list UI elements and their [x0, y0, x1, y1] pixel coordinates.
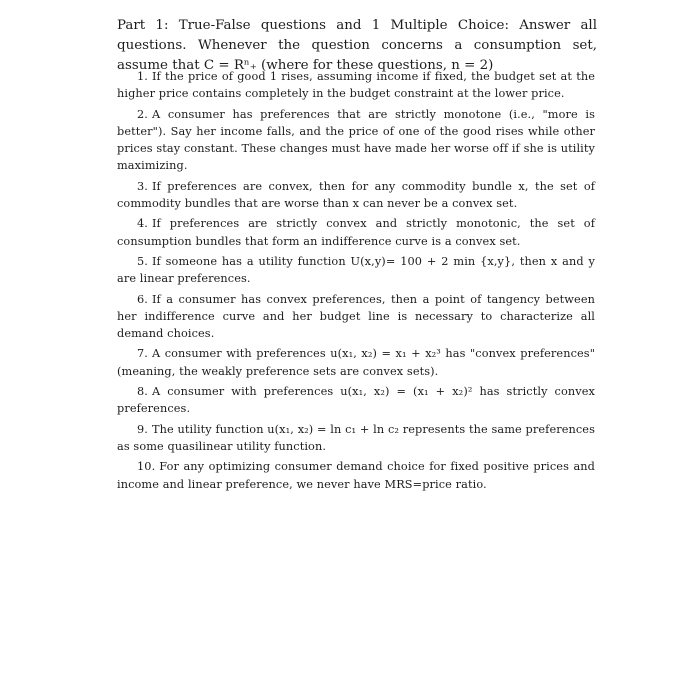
question-8 — [117, 383, 595, 418]
question-number: 2. — [137, 107, 148, 121]
question-number: 4. — [137, 217, 148, 231]
question-text: A consumer has preferences that are strictly monotone (i.e., "more is better"). Say her income falls, and the price of one of the good rises while other prices stay constant. These changes must have made her worse off if she is utility maximizing. — [117, 107, 595, 173]
question-text: A consumer with preferences u(x₁, x₂) = (x₁ + x₂)² has strictly convex preferences. — [117, 385, 595, 416]
question-number: 10. — [137, 460, 156, 474]
question-text: A consumer with preferences u(x₁, x₂) = x₁ + x₂³ has "convex preferences" (meaning, the weakly preference sets are convex sets). — [117, 347, 595, 378]
question-number: 8. — [137, 385, 148, 399]
intro-paragraph: Part 1: True-False questions and 1 Multiple Choice: Answer all questions. Whenever the question concerns a consumption set, assume that C = Rⁿ₊ (where for these questions, n = 2) — [117, 18, 597, 73]
question-text: For any optimizing consumer demand choice for fixed positive prices and income and linear preference, we never have MRS=price ratio. — [117, 460, 595, 491]
question-10 — [117, 458, 595, 493]
question-list — [117, 68, 595, 496]
question-1 — [117, 68, 595, 103]
question-3 — [117, 178, 595, 213]
question-text: If preferences are strictly convex and strictly monotonic, the set of consumption bundles that form an indifference curve is a convex set. — [117, 217, 595, 248]
question-5 — [117, 253, 595, 288]
question-number: 1. — [137, 70, 148, 83]
question-number: 3. — [137, 179, 148, 193]
question-number: 7. — [137, 347, 148, 361]
question-text: If someone has a utility function U(x,y)= 100 + 2 min {x,y}, then x and y are linear preferences. — [117, 254, 595, 286]
question-text: If a consumer has convex preferences, then a point of tangency between her indifference curve and her budget line is necessary to characterize all demand choices. — [117, 292, 595, 341]
question-number: 5. — [137, 254, 148, 268]
question-9 — [117, 421, 595, 456]
question-text: If the price of good 1 rises, assuming income if fixed, the budget set at the higher price contains completely in the budget constraint at the lower price. — [117, 70, 595, 101]
question-text: The utility function u(x₁, x₂) = ln c₁ + ln c₂ represents the same preferences as some quasilinear utility function. — [117, 422, 595, 453]
question-2 — [117, 106, 595, 175]
question-6 — [117, 291, 595, 343]
question-text: If preferences are convex, then for any commodity bundle x, the set of commodity bundles that are worse than x can never be a convex set. — [117, 179, 595, 211]
question-number: 6. — [137, 292, 148, 306]
question-number: 9. — [137, 422, 148, 436]
question-7 — [117, 345, 595, 380]
question-4 — [117, 215, 595, 250]
